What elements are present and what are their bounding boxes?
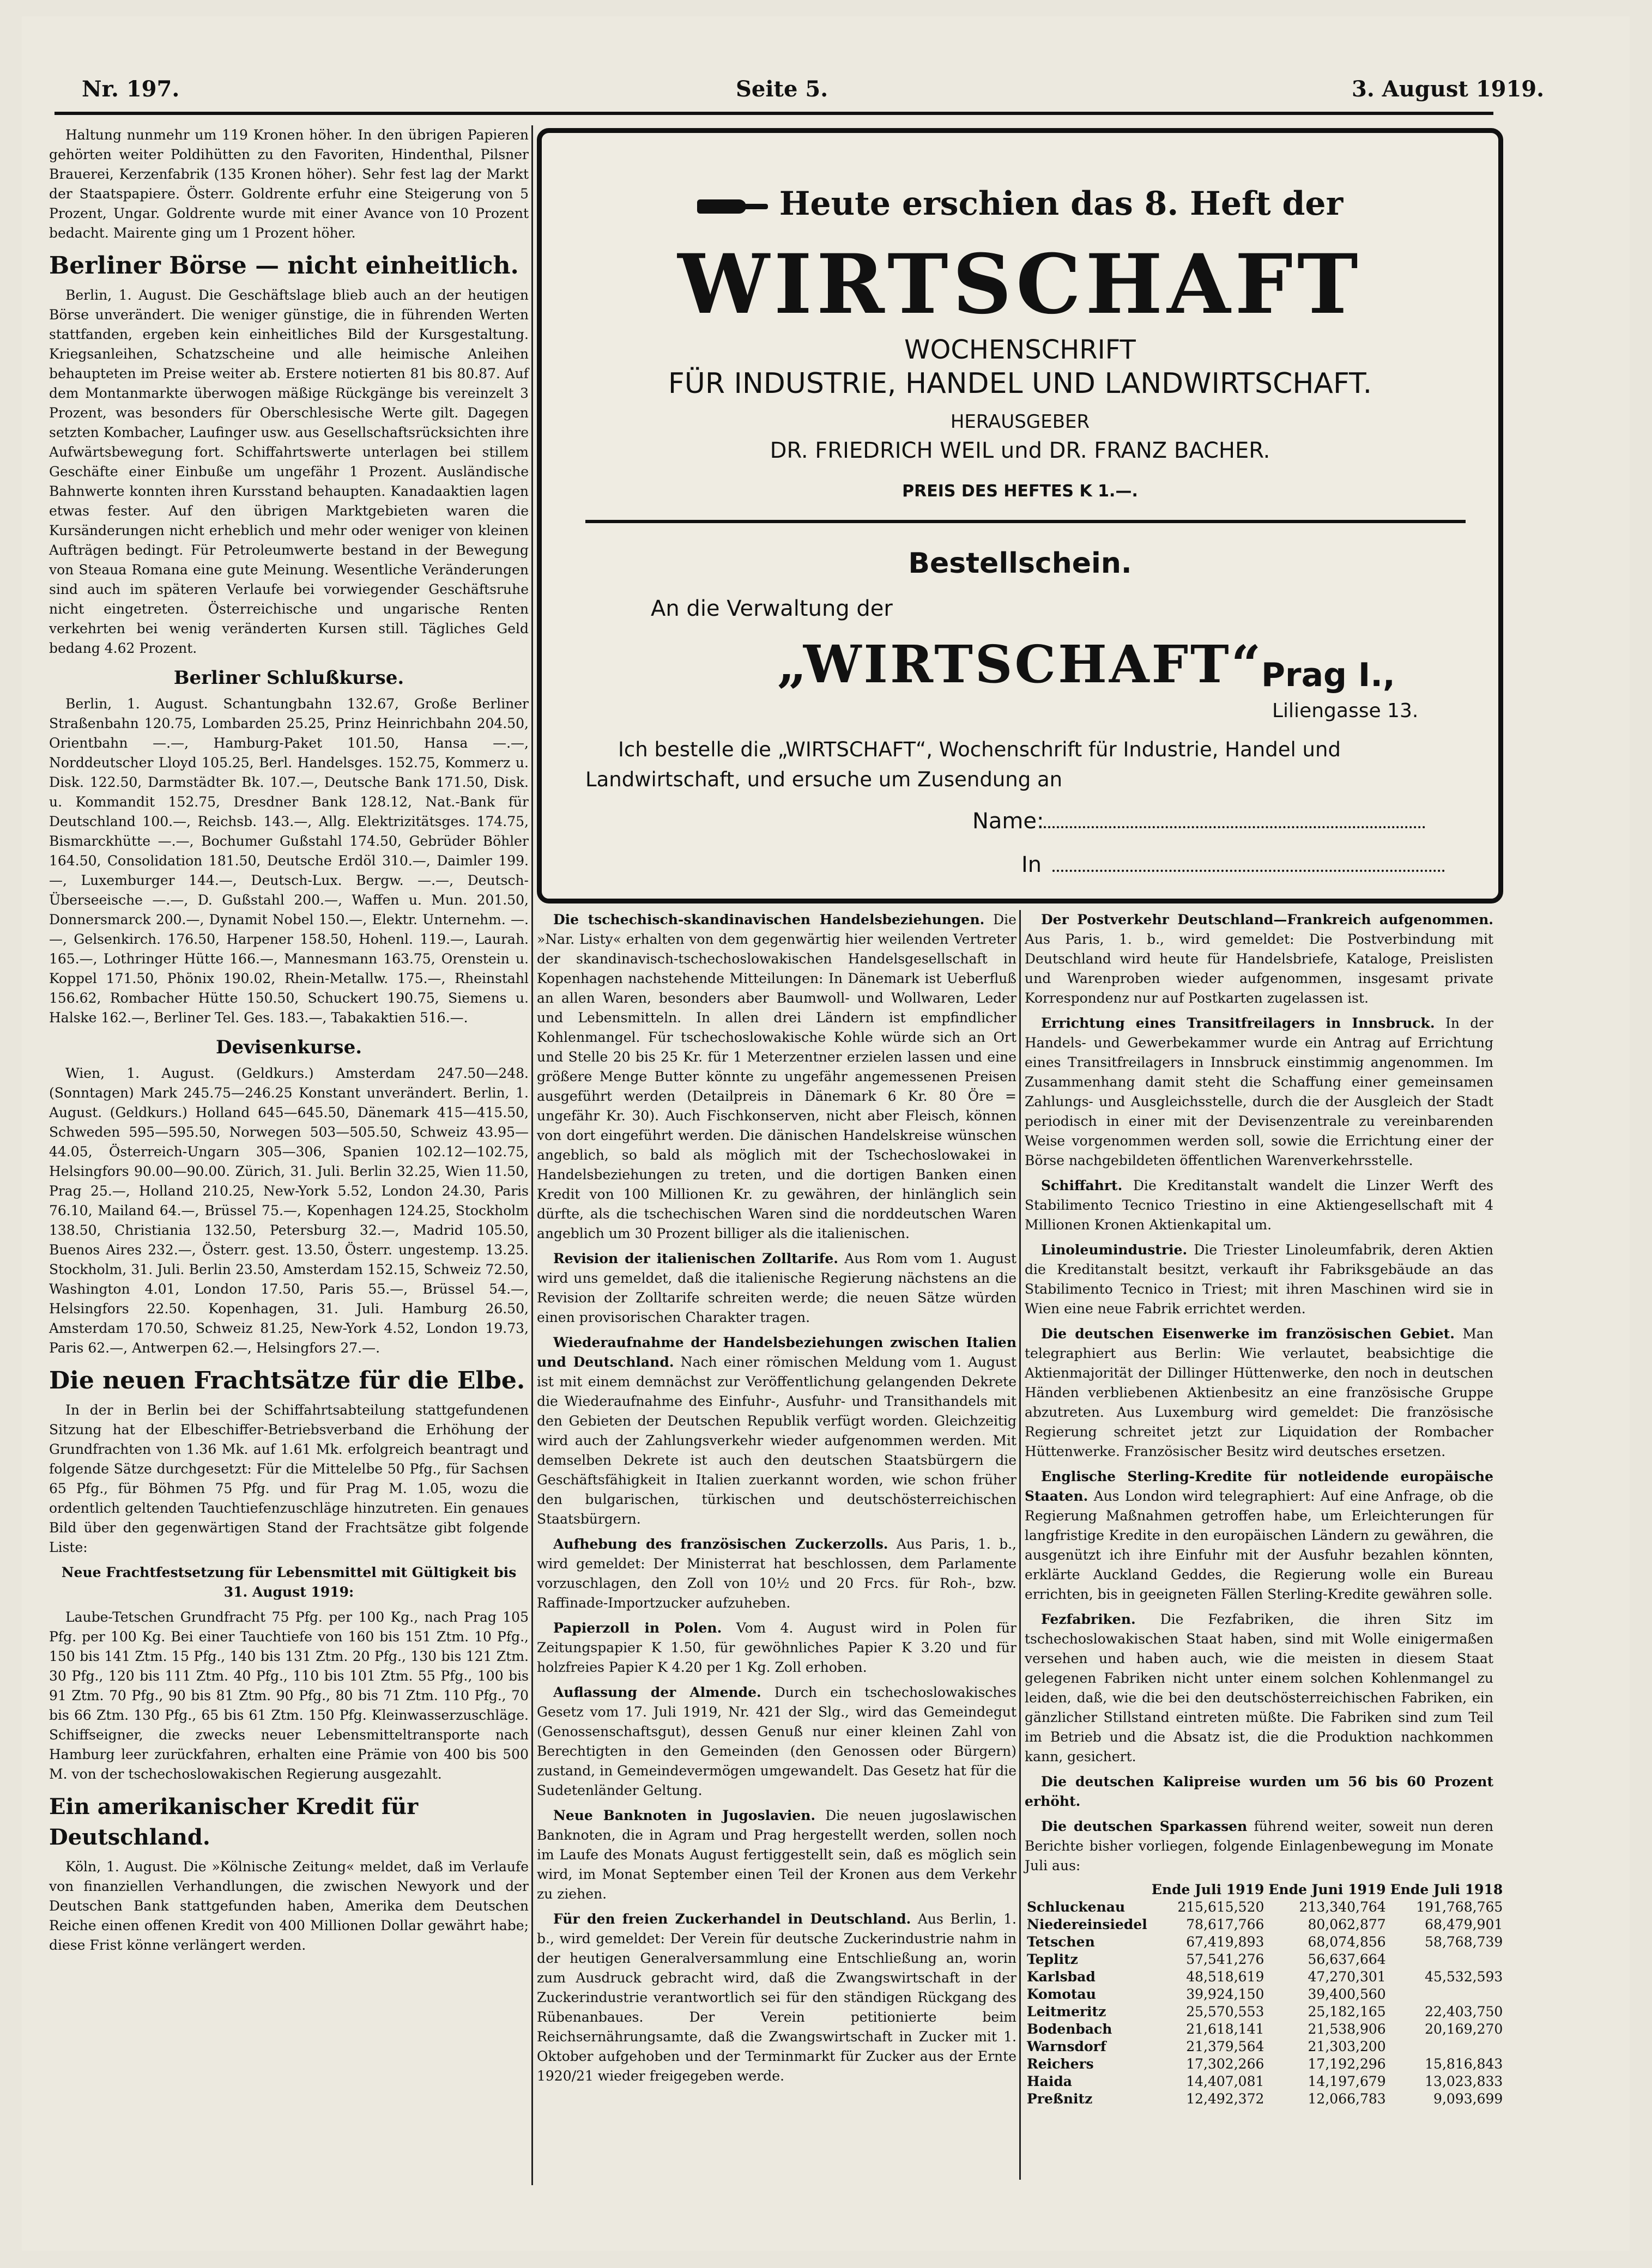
article-lead: Englische Sterling-Kredite für notleidende europäische Staaten.: [1025, 1469, 1493, 1504]
table-row: [1025, 1951, 1505, 1968]
table-header-cell: Ende Juni 1919: [1268, 1882, 1386, 1897]
order-place-field[interactable]: In: [1021, 852, 1445, 877]
table-cell: 14,407,081: [1186, 2073, 1264, 2089]
table-row: [1025, 1968, 1505, 1986]
table-cell: 47,270,301: [1308, 1969, 1386, 1985]
order-publication-name: „WIRTSCHAFT“: [777, 634, 1263, 695]
table-cell: Leitmeritz: [1027, 2004, 1106, 2020]
page-number: Seite 5.: [736, 76, 828, 102]
article-text: Die Fezfabriken, die ihren Sitz im tschechoslowakischen Staat haben, sind mit Wolle einigermaßen versehen und haben auch, wie die meisten in diesem Staat gelegenen Fabriken nicht unter einem solchen Kohlenmangel zu leiden, daß, wie die bei den deutschösterreichischen Fabriken, ein gänzlicher Stillstand eintreten müßte. Die Fabriken sind zum Teil im Betrieb und die Absatz ist, die die Produktion nachkommen kann, gesichert.: [1025, 1611, 1493, 1764]
table-cell: 39,400,560: [1308, 1986, 1386, 2002]
table-cell: 39,924,150: [1186, 1986, 1264, 2002]
article-text: Man telegraphiert aus Berlin: Wie verlautet, beabsichtige die Aktienmajorität der Dillinger Hüttenwerke, den noch in deutschen Händen verbliebenen Aktienbesitz an eine französische Gruppe abzutreten. Aus Luxemburg wird gemeldet: Die französische Regierung schreitet jetzt zur Liquidation der Rombacher Hüttenwerke. Französischer Besitz wird deutsches ersetzen.: [1025, 1326, 1493, 1459]
column-left: [49, 125, 529, 2185]
table-cell: Teplitz: [1027, 1951, 1078, 1967]
table-cell: 78,617,766: [1186, 1917, 1264, 1932]
article-lead: Schiffahrt.: [1041, 1178, 1123, 1193]
issue-date: 3. August 1919.: [1352, 76, 1545, 102]
article-text: Wien, 1. August. (Geldkurs.) Amsterdam 247.50—248. (Sonntagen) Mark 245.75—246.25 Konstant unverändert. Berlin, 1. August. (Geldkurs.) Holland 645—645.50, Dänemark 415—415.50, Schweden 595—595.50, Norwegen 503—505.50, Schweiz 43.95—44.05, Österreich-Ungarn 305—306, Spanien 102.12—102.75, Helsingfors 90.00—90.00. Zürich, 31. Juli. Berlin 32.25, Wien 11.50, Prag 25.—, Holland 210.25, New-York 5.52, London 24.30, Paris 76.10, Mailand 64.—, Brüssel 75.—, Kopenhagen 124.25, Stockholm 138.50, Christiania 132.50, Petersburg 32.—, Madrid 105.50, Buenos Aires 232.—, Österr. gest. 13.50, Österr. ungestemp. 13.25. Stockholm, 31. Juli. Berlin 23.50, Amsterdam 152.15, Schweiz 72.50, Washington 4.01, London 17.50, Paris 55.—, Brüssel 54.—, Helsingfors 22.50. Kopenhagen, 31. Juli. Hamburg 26.50, Amsterdam 170.50, Schweiz 81.25, New-York 4.52, London 19.73, Paris 62.—, Antwerpen 62.—, Helsingfors 27.—.: [49, 1065, 529, 1356]
table-cell: 25,182,165: [1308, 2004, 1386, 2020]
order-street: Liliengasse 13.: [1272, 700, 1419, 722]
article-text: Nach einer römischen Meldung vom 1. August ist mit einem demnächst zur Veröffentlichung gelangenden Dekrete die Wiederaufnahme des Einfuhr-, Ausfuhr- und Transithandels mit den Gebieten der Deutschen Republik verfügt worden. Gleichzeitig wird auch der Zahlungsverkehr wieder aufgenommen werden. Mit demselben Dekrete ist auch den deutschen Staatsbürgern die Geschäftsfähigkeit in Italien zuerkannt worden, wie schon früher den bulgarischen, türkischen und deutschösterreichischen Staatsbürgern.: [537, 1354, 1016, 1527]
section-heading: Berliner Börse — nicht einheitlich.: [49, 252, 519, 280]
table-cell: 56,637,664: [1308, 1951, 1386, 1967]
order-to: An die Verwaltung der: [651, 596, 893, 621]
table-cell: 21,303,200: [1308, 2039, 1386, 2054]
table-cell: 12,066,783: [1308, 2091, 1386, 2107]
table-cell: 21,538,906: [1308, 2021, 1386, 2037]
column-middle: [537, 910, 1016, 2180]
table-cell: 48,518,619: [1186, 1969, 1264, 1985]
section-heading: Ein amerikanischer Kredit für Deutschland.: [49, 1794, 419, 1850]
article-text: Die Triester Linoleumfabrik, deren Aktien die Kreditanstalt besitzt, verkauft ihr Fabriksgebäude an das Stabilimento Tecnico in Triest; mit ihren Maschinen wird sie in Wien eine neue Fabrik errichtet werden.: [1025, 1242, 1493, 1317]
table-cell: 25,570,553: [1186, 2004, 1264, 2020]
article-text: Aus Berlin, 1. b., wird gemeldet: Der Verein für deutsche Zuckerindustrie nahm in der heutigen Generalversammlung eine Entschließung an, worin zum Ausdruck gebracht wird, daß die Zwangswirtschaft in der Zuckerindustrie verantwortlich sei für den ständigen Rückgang des Rübenanbaues. Der Verein petitionierte beim Reichsernährungsamte, daß die Zwangswirtschaft in Zucker mit 1. Oktober aufgehoben und der Terminmarkt für Zucker aus der Ernte 1920/21 wieder freigegeben werde.: [537, 1911, 1016, 2084]
article-text: Laube-Tetschen Grundfracht 75 Pfg. per 100 Kg., nach Prag 105 Pfg. per 100 Kg. Bei einer Tauchtiefe von 160 bis 151 Ztm. 10 Pfg., 150 bis 141 Ztm. 15 Pfg., 140 bis 131 Ztm. 20 Pfg., 130 bis 121 Ztm. 30 Pfg., 120 bis 111 Ztm. 40 Pfg., 110 bis 101 Ztm. 55 Pfg., 100 bis 91 Ztm. 70 Pfg., 90 bis 81 Ztm. 90 Pfg., 80 bis 71 Ztm. 110 Pfg., 70 bis 66 Ztm. 130 Pfg., 65 bis 61 Ztm. 150 Pfg. Kleinwasserzuschläge. Schiffseigner, die zwecks neuer Lebensmitteltransporte nach Hamburg leer zurückfahren, erhalten eine Prämie von 400 bis 500 M. von der tschechoslowakischen Regierung ausgezahlt.: [49, 1609, 529, 1782]
section-heading: Berliner Schlußkurse.: [173, 667, 404, 689]
table-cell: 68,074,856: [1308, 1934, 1386, 1950]
article-text: Aus London wird telegraphiert: Auf eine Anfrage, ob die Regierung Maßnahmen getroffen habe, um Erleichterungen für langfristige Kredite in den europäischen Ländern zu gewähren, die ausgenützt ich ihre Einfuhr mit der Ausfuhr bezahlen könnten, erklärte Auckland Geddes, die Regierung wolle ein Bureau errichten, bis in geeigneten Fällen Sterling-Kredite gewähren solle.: [1025, 1488, 1493, 1602]
table-cell: [1388, 1986, 1505, 2003]
article-text: Berlin, 1. August. Schantungbahn 132.67, Große Berliner Straßenbahn 120.75, Lombarden 25.25, Prinz Heinrichbahn 204.50, Orientbahn —.—, Hamburg-Paket 101.50, Hansa —.—, Norddeutscher Lloyd 105.25, Berl. Handelsges. 152.75, Kommerz u. Disk. 122.50, Darmstädter Bk. 107.—, Deutsche Bank 171.50, Disk. u. Kommandit 152.75, Dresdner Bank 128.12, Nat.-Bank für Deutschland 100.—, Reichsb. 143.—, Allg. Elektrizitätsges. 174.75, Bismarckhütte —.—, Bochumer Gußstahl 174.50, Gebrüder Böhler 164.50, Consolidation 181.50, Deutsche Erdöl 310.—, Daimler 199.—, Luxemburger 144.—, Deutsch-Lux. Bergw. —.—, Deutsch-Überseeische —.—, D. Gußstahl 200.—, Waffen u. Mun. 201.50, Donnersmarck 200.—, Dynamit Nobel 150.—, Elektr. Unternehm. —.—, Gelsenkirch. 176.50, Harpener 158.50, Hohenl. 119.—, Laurah. 165.—, Lothringer Hütte 166.—, Mannesmann 163.75, Orenstein u. Koppel 171.50, Phönix 190.02, Rhein-Metallw. 175.—, Rheinstahl 156.62, Rombacher Hütte 150.50, Schuckert 190.75, Siemens u. Halske 162.—, Berliner Tel. Ges. 183.—, Tabakaktien 516.—.: [49, 696, 529, 1026]
ad-title: WIRTSCHAFT: [677, 236, 1363, 332]
article-text: Aus Rom vom 1. August wird uns gemeldet, daß die italienische Regierung nächstens an die Revision der Zolltarife schreiten werde; die neuen Sätze würden einen provisorischen Charakter tragen.: [537, 1251, 1016, 1325]
table-row: [1025, 1899, 1505, 1916]
article-lead: Fezfabriken.: [1041, 1611, 1136, 1627]
table-cell: 80,062,877: [1308, 1917, 1386, 1932]
table-cell: 215,615,520: [1177, 1899, 1264, 1915]
article-text: Berlin, 1. August. Die Geschäftslage blieb auch an der heutigen Börse unverändert. Die weniger günstige, die in führenden Werten stattfanden, ergeben kein einheitliches Bild der Kursgestaltung. Kriegsanleihen, Schatzscheine und alle heimische Anleihen behaupteten im Preise weiter ab. Erstere notierten 81 bis 80.87. Auf dem Montanmarkte überwogen mäßige Rückgänge bis vereinzelt 3 Prozent, was besonders für Oberschlesische Werte gilt. Dagegen setzten Kombacher, Laufinger usw. aus Gesellschaftsrücksichten ihre Aufwärtsbewegung fort. Schiffahrtswerte unterlagen bei stillem Geschäfte einer Einbuße um ungefähr 1 Prozent. Ausländische Bahnwerte konnten ihren Kursstand behaupten. Kanadaaktien lagen etwas fester. Auf den übrigen Marktgebieten waren die Kursänderungen nicht erheblich und mehr oder weniger von kleinen Aufträgen bedingt. Für Petroleumwerte bestand in der Bewegung von Steaua Romana eine gute Meinung. Wesentliche Veränderungen sind auch im späteren Verlaufe bei vorwiegender Geschäftsruhe nicht eingetreten. Österreichische und ungarische Renten verkehrten bei wenig veränderten Kursen still. Tägliches Geld bedang 4.62 Prozent.: [49, 287, 529, 656]
article-text: Die »Nar. Listy« erhalten von dem gegenwärtig hier weilenden Vertreter der skandinavisch-tschechoslowakischen Handelsgesellschaft in Kopenhagen nachstehende Mitteilungen: In Dänemark ist Ueberfluß an allen Waren, besonders aber Baumwoll- und Wollwaren, Leder und Lebensmitteln. In allen drei Ländern ist empfindlicher Kohlenmangel. Für tschechoslowakische Kohle würde sich an Ort und Stelle 20 bis 25 Kr. für 1 Meterzentner erzielen lassen und eine größere Menge Butter könnte zu ungefähr angemessenen Preisen ausgeführt werden (Detailpreis in Dänemark 6 Kr. 80 Öre = ungefähr Kr. 30). Auch Fischkonserven, nicht aber Fleisch, können von dort eingeführt werden. Die dänischen Handelskreise wünschen angeblich, so bald als möglich mit der Tschechoslowakei in Handelsbeziehungen zu treten, und die dortigen Banken einen Kredit von 100 Millionen Kr. zu gewähren, der hinlänglich sein dürfte, als die tschechischen Waren sind die norddeutschen Waren angeblich um 30 Prozent billiger als die italienischen.: [537, 912, 1016, 1241]
table-cell: 191,768,765: [1416, 1899, 1503, 1915]
order-city: Prag I.,: [1261, 656, 1395, 694]
ad-separator: [585, 520, 1466, 523]
table-cell: 17,302,266: [1186, 2056, 1264, 2072]
article-text: Durch ein tschechoslowakisches Gesetz vom 17. Juli 1919, Nr. 421 der Slg., wird das Gemeindegut (Genossenschaftsgut), dessen Genuß nur einer kleinen Zahl von Berechtigten in den Gemeinden (den Genossen oder Bürgern) zustand, in Gemeindevermögen umgewandelt. Das Gesetz hat für die Sudetenländer Geltung.: [537, 1684, 1016, 1798]
article-text: führend weiter, soweit nun deren Berichte bisher vorliegen, folgende Einlagenbewegung im Monate Juli aus:: [1025, 1818, 1493, 1873]
ad-editors: DR. FRIEDRICH WEIL und DR. FRANZ BACHER.: [770, 438, 1270, 463]
order-body: Landwirtschaft, und ersuche um Zusendung an: [585, 768, 1063, 791]
article-lead: Wiederaufnahme der Handelsbeziehungen zwischen Italien und Deutschland.: [537, 1335, 1016, 1370]
article-lead: Die deutschen Eisenwerke im französischen Gebiet.: [1041, 1326, 1455, 1342]
table-cell: 45,532,593: [1425, 1969, 1503, 1985]
table-row: [1025, 2021, 1505, 2038]
table-cell: Karlsbad: [1027, 1969, 1096, 1985]
table-header-row: [1025, 1881, 1505, 1899]
table-header-cell: Ende Juli 1918: [1390, 1882, 1503, 1897]
issue-number: Nr. 197.: [82, 76, 180, 102]
column-right: [1025, 910, 1503, 2180]
article-text: Vom 4. August wird in Polen für Zeitungspapier K 1.50, für gewöhnliches Papier K 3.20 und für holzfreies Papier K 4.20 per 1 Kg. Zoll erhoben.: [537, 1620, 1016, 1675]
table-cell: 21,618,141: [1186, 2021, 1264, 2037]
table-row: [1025, 1916, 1505, 1933]
market-intro: Haltung nunmehr um 119 Kronen höher. In den übrigen Papieren gehörten weiter Poldihütten zu den Favoriten, Hindenthal, Pilsner Brauerei, Kerzenfabrik (135 Kronen höher). Sehr fest lag der Markt der Staatspapiere. Österr. Goldrente erfuhr eine Steigerung von 5 Prozent, Ungar. Goldrente wurde mit einer Avance von 10 Prozent bedacht. Mairente ging um 1 Prozent höher.: [49, 127, 529, 241]
table-cell: Warnsdorf: [1027, 2039, 1106, 2054]
table-cell: Bodenbach: [1027, 2021, 1112, 2037]
table-cell: Tetschen: [1027, 1934, 1095, 1950]
list-heading: Neue Frachtfestsetzung für Lebensmittel mit Gültigkeit bis 31. August 1919:: [61, 1564, 517, 1600]
table-row: [1025, 1933, 1505, 1951]
article-text: Köln, 1. August. Die »Kölnische Zeitung« meldet, daß im Verlaufe von finanziellen Verhandlungen, die zwischen Newyork und der Deutschen Bank stattgefunden haben, Amerika dem Deutschen Reiche einen offenen Kredit von 400 Millionen Dollar gewährt habe; diese Frist könne verlängert werden.: [49, 1859, 529, 1953]
ad-editors-label: HERAUSGEBER: [950, 411, 1090, 433]
table-cell: 22,403,750: [1425, 2004, 1503, 2020]
article-lead: Aufhebung des französischen Zuckerzolls.: [553, 1536, 888, 1552]
table-row: [1025, 2073, 1505, 2090]
savings-table: [1025, 1881, 1505, 2108]
table-cell: Niedereinsiedel: [1027, 1917, 1147, 1932]
order-form-title: Bestellschein.: [908, 547, 1132, 580]
table-row: [1025, 2003, 1505, 2021]
section-heading: Die neuen Frachtsätze für die Elbe.: [49, 1367, 525, 1394]
article-text: Die deutschen Kalipreise wurden um 56 bis 60 Prozent erhöht.: [1025, 1774, 1493, 1809]
table-cell: Komotau: [1027, 1986, 1096, 2002]
ad-headline: Heute erschien das 8. Heft der: [542, 185, 1498, 223]
article-lead: Linoleumindustrie.: [1041, 1242, 1188, 1258]
article-text: Die Kreditanstalt wandelt die Linzer Werft des Stabilimento Tecnico Triestino in eine Aktiengesellschaft mit 4 Millionen Kronen Aktienkapital um.: [1025, 1178, 1494, 1233]
order-name-field[interactable]: Name:: [972, 809, 1425, 834]
table-row: [1025, 1986, 1505, 2003]
ad-subtitle: WOCHENSCHRIFT: [904, 335, 1136, 365]
article-text: Die neuen jugoslawischen Banknoten, die in Agram und Prag hergestellt werden, sollen noch im Laufe des Monats August fertiggestellt sein, daß es möglich sein wird, im Monat September einen Teil der Kronen aus dem Verkehr zu ziehen.: [537, 1808, 1017, 1902]
table-cell: [1388, 2038, 1505, 2055]
table-cell: 58,768,739: [1425, 1934, 1503, 1950]
table-cell: 17,192,296: [1308, 2056, 1386, 2072]
article-lead: Revision der italienischen Zolltarife.: [553, 1251, 838, 1266]
column-rule-1: [531, 125, 533, 2185]
column-rule-2: [1019, 910, 1021, 2180]
article-text: Aus Paris, 1. b., wird gemeldet: Die Postverbindung mit Deutschland wird heute für Handelsbriefe, Kataloge, Preislisten und Warenproben wieder aufgenommen, insgesamt private Korrespondenz nur auf Postkarten zugelassen ist.: [1025, 931, 1493, 1006]
table-cell: 15,816,843: [1425, 2056, 1503, 2072]
article-lead: Der Postverkehr Deutschland—Frankreich aufgenommen.: [1041, 912, 1493, 927]
article-lead: Neue Banknoten in Jugoslavien.: [553, 1808, 816, 1823]
header-rule: [55, 112, 1493, 115]
table-cell: [1388, 1951, 1505, 1968]
table-header-cell: Ende Juli 1919: [1151, 1882, 1264, 1897]
table-row: [1025, 2090, 1505, 2108]
order-body: Ich bestelle die „WIRTSCHAFT“, Wochenschrift für Industrie, Handel und: [618, 738, 1341, 761]
table-cell: 67,419,893: [1186, 1934, 1264, 1950]
table-cell: 13,023,833: [1425, 2073, 1503, 2089]
table-cell: Reichers: [1027, 2056, 1094, 2072]
table-cell: 14,197,679: [1308, 2073, 1386, 2089]
article-text: In der Handels- und Gewerbekammer wurde ein Antrag auf Errichtung eines Transitfreilagers in Innsbruck einstimmig angenommen. Im Zusammenhang damit steht die Schaffung einer gemeinsamen Zahlungs- und Ausgleichsstelle, durch die der Ausgleich der Stadt periodisch in einer mit der Devisenzentrale zu vereinbarenden Weise vorgenommen werden soll, sowie die Errichtung einer der Börse nachgebildeten öffentlichen Warenverkehrsstelle.: [1025, 1015, 1493, 1168]
page-header: [55, 71, 1545, 109]
advertisement-box: [537, 128, 1503, 903]
table-cell: 20,169,270: [1425, 2021, 1503, 2037]
table-cell: 9,093,699: [1433, 2091, 1503, 2107]
article-lead: Papierzoll in Polen.: [553, 1620, 722, 1636]
article-text: Aus Paris, 1. b., wird gemeldet: Der Ministerrat hat beschlossen, dem Parlamente vorzuschlagen, den Zoll von 10½ und 20 Frcs. für Roh-, bzw. Raffinade-Importzucker aufzuheben.: [537, 1536, 1016, 1611]
article-lead: Errichtung eines Transitfreilagers in Innsbruck.: [1041, 1015, 1435, 1031]
article-lead: Die deutschen Sparkassen: [1041, 1818, 1248, 1834]
section-heading: Devisenkurse.: [215, 1036, 362, 1058]
table-cell: Haida: [1027, 2073, 1072, 2089]
table-cell: 21,379,564: [1186, 2039, 1264, 2054]
article-text: In der in Berlin bei der Schiffahrtsabteilung stattgefundenen Sitzung hat der Elbeschiffer-Betriebsverband die Erhöhung der Grundfrachten von 1.36 Mk. auf 1.61 Mk. erfolgreich beantragt und folgende Sätze durchgesetzt: Für die Mittelelbe 50 Pfg., für Sachsen 65 Pfg., für Böhmen 75 Pfg. und für Prag M. 1.05, wozu die ordentlich geltenden Tauchtiefenzuschläge hinzutreten. Ein genaues Bild über den gegenwärtigen Stand der Frachtsätze gibt folgende Liste:: [49, 1402, 529, 1555]
article-lead: Für den freien Zuckerhandel in Deutschland.: [553, 1911, 911, 1927]
table-header-cell: [1025, 1881, 1149, 1899]
table-cell: Schluckenau: [1027, 1899, 1125, 1915]
ad-subtitle: FÜR INDUSTRIE, HANDEL UND LANDWIRTSCHAFT.: [668, 367, 1372, 400]
article-lead: Auflassung der Almende.: [553, 1684, 761, 1700]
table-cell: 12,492,372: [1186, 2091, 1264, 2107]
pointing-hand-icon: [697, 197, 768, 216]
table-cell: 57,541,276: [1186, 1951, 1264, 1967]
table-cell: 213,340,764: [1299, 1899, 1386, 1915]
table-cell: 68,479,901: [1425, 1917, 1503, 1932]
ad-price: PREIS DES HEFTES K 1.—.: [902, 482, 1138, 501]
table-cell: Preßnitz: [1027, 2091, 1093, 2107]
article-lead: Die tschechisch-skandinavischen Handelsbeziehungen.: [553, 912, 985, 927]
table-row: [1025, 2055, 1505, 2073]
table-row: [1025, 2038, 1505, 2055]
